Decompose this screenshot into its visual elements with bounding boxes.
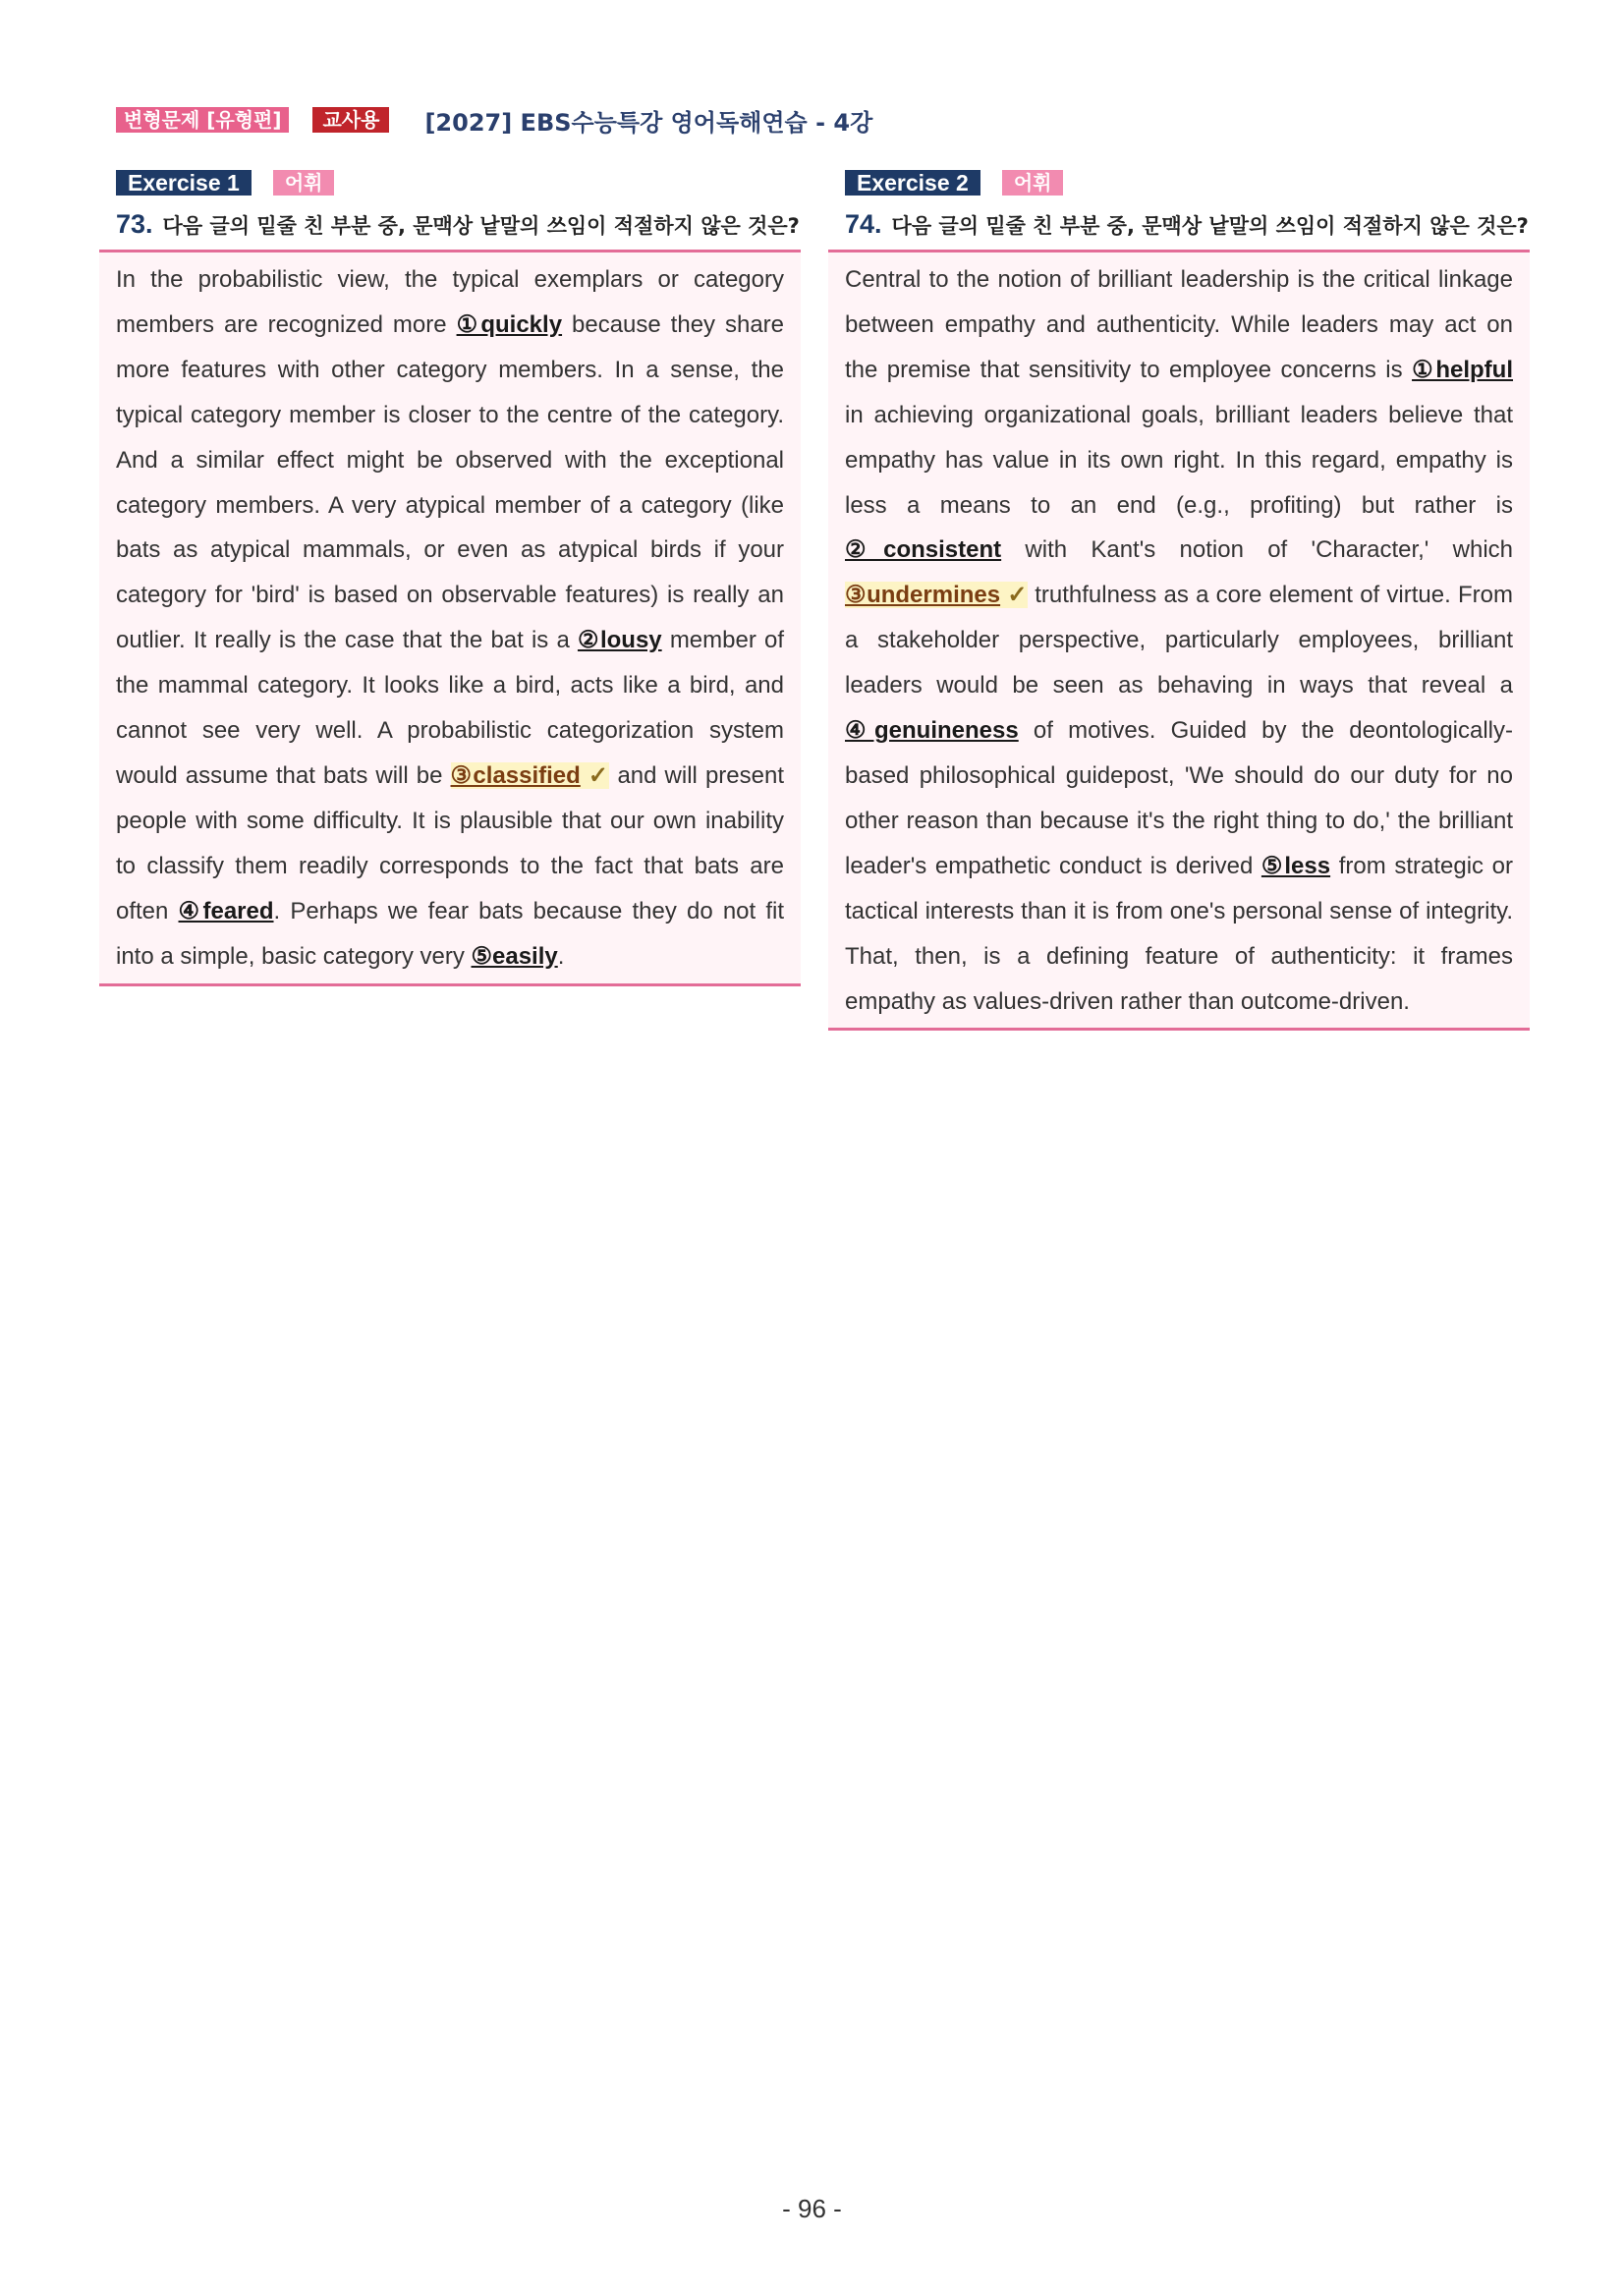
- page-header: [116, 105, 872, 135]
- check-mark-icon: ✓: [588, 761, 610, 789]
- passage-text: from strategic or tactical interests than it is from one's personal sense of integrity. That, then, is a defining feature of authenticity: it frames empathy as values-driven rather than outcome-driven.: [845, 852, 1513, 1015]
- page-number: - 96 -: [782, 2194, 842, 2223]
- page-title: [2027] EBS수능특강 영어독해연습 - 4강: [424, 108, 873, 137]
- question-number: 73.: [116, 209, 153, 239]
- passage-text: because they share more features with other category members. In a sense, the typical category member is closer to the centre of the category. And a similar effect might be observed with the exceptional category members. A very atypical member of a category (like bats as atypical mammals, or even as atypical birds if your category for 'bird' is based on observable features) is really an outlier. It really is the case that the bat is a: [116, 310, 785, 654]
- choice-3-answer: [451, 762, 610, 789]
- exercise-label: Exercise 1: [116, 170, 252, 196]
- passage-text: member of the mammal category. It looks like a bird, acts like a bird, and cannot see very well. A probabilistic categorization system would assume that bats will be: [116, 627, 785, 789]
- passage-box: [828, 250, 1530, 1031]
- choice-5: ⑤easily: [471, 942, 558, 970]
- question-text: [99, 206, 801, 244]
- passage-text: and will present people with some difficulty. It is plausible that our own inability to classify them readily corresponds to the fact that bats are often: [116, 761, 784, 924]
- choice-4: ④genuineness: [845, 717, 1019, 745]
- choice-1: ①helpful: [1412, 356, 1514, 383]
- passage-text: truthfulness as a core element of virtue. From a stakeholder perspective, particularly employees, brilliant leaders would be seen as behaving in ways that reveal a: [845, 582, 1514, 700]
- exercise-1: [99, 170, 801, 986]
- passage-text: with Kant's notion of 'Character,' which: [1001, 536, 1513, 564]
- passage-text: In the probabilistic view, the typical exemplars or category members are recognized more: [116, 266, 784, 338]
- question-prompt: 다음 글의 밑줄 친 부분 중, 문맥상 낱말의 쓰임이 적절하지 않은 것은?: [162, 214, 800, 238]
- variant-problem-tag: 변형문제 [유형편]: [116, 107, 289, 133]
- check-mark-icon: ✓: [1007, 582, 1029, 609]
- choice-5: ⑤less: [1260, 852, 1331, 879]
- exercise-heading: [99, 170, 801, 196]
- exercise-2: [828, 170, 1530, 1031]
- passage-text: of motives. Guided by the deontologically-based philosophical guidepost, 'We should do our duty for no other reason than because it's the right thing to do,' the brilliant leader's empathetic conduct is derived: [845, 717, 1513, 879]
- choice-3: ③classified: [450, 761, 581, 789]
- choice-3: ③undermines: [845, 582, 1001, 609]
- exercise-type-tag: 어휘: [273, 170, 335, 196]
- passage-text: in achieving organizational goals, brilliant leaders believe that empathy has value in its own right. In this regard, empathy is less a means to an end (e.g., profiting) but rather is: [845, 401, 1513, 519]
- choice-3-answer: [845, 582, 1028, 608]
- question-text: [828, 206, 1530, 244]
- passage-text: . Perhaps we fear bats because they do not fit into a simple, basic category very: [116, 897, 784, 970]
- passage-box: [99, 250, 801, 986]
- passage-text: Central to the notion of brilliant leadership is the critical linkage between empathy and authenticity. While leaders may act on the premise that sensitivity to employee concerns is: [845, 266, 1513, 383]
- choice-2: ②lousy: [577, 627, 662, 654]
- question-number: 74.: [845, 209, 882, 239]
- choice-4: ④feared: [178, 897, 274, 924]
- teacher-edition-tag: 교사용: [312, 107, 389, 133]
- exercise-label: Exercise 2: [845, 170, 980, 196]
- choice-1: ①quickly: [456, 310, 563, 338]
- question-prompt: 다음 글의 밑줄 친 부분 중, 문맥상 낱말의 쓰임이 적절하지 않은 것은?: [891, 214, 1529, 238]
- passage-text: .: [557, 942, 565, 970]
- exercise-type-tag: 어휘: [1002, 170, 1064, 196]
- choice-2: ②consistent: [845, 536, 1002, 564]
- exercise-heading: [828, 170, 1530, 196]
